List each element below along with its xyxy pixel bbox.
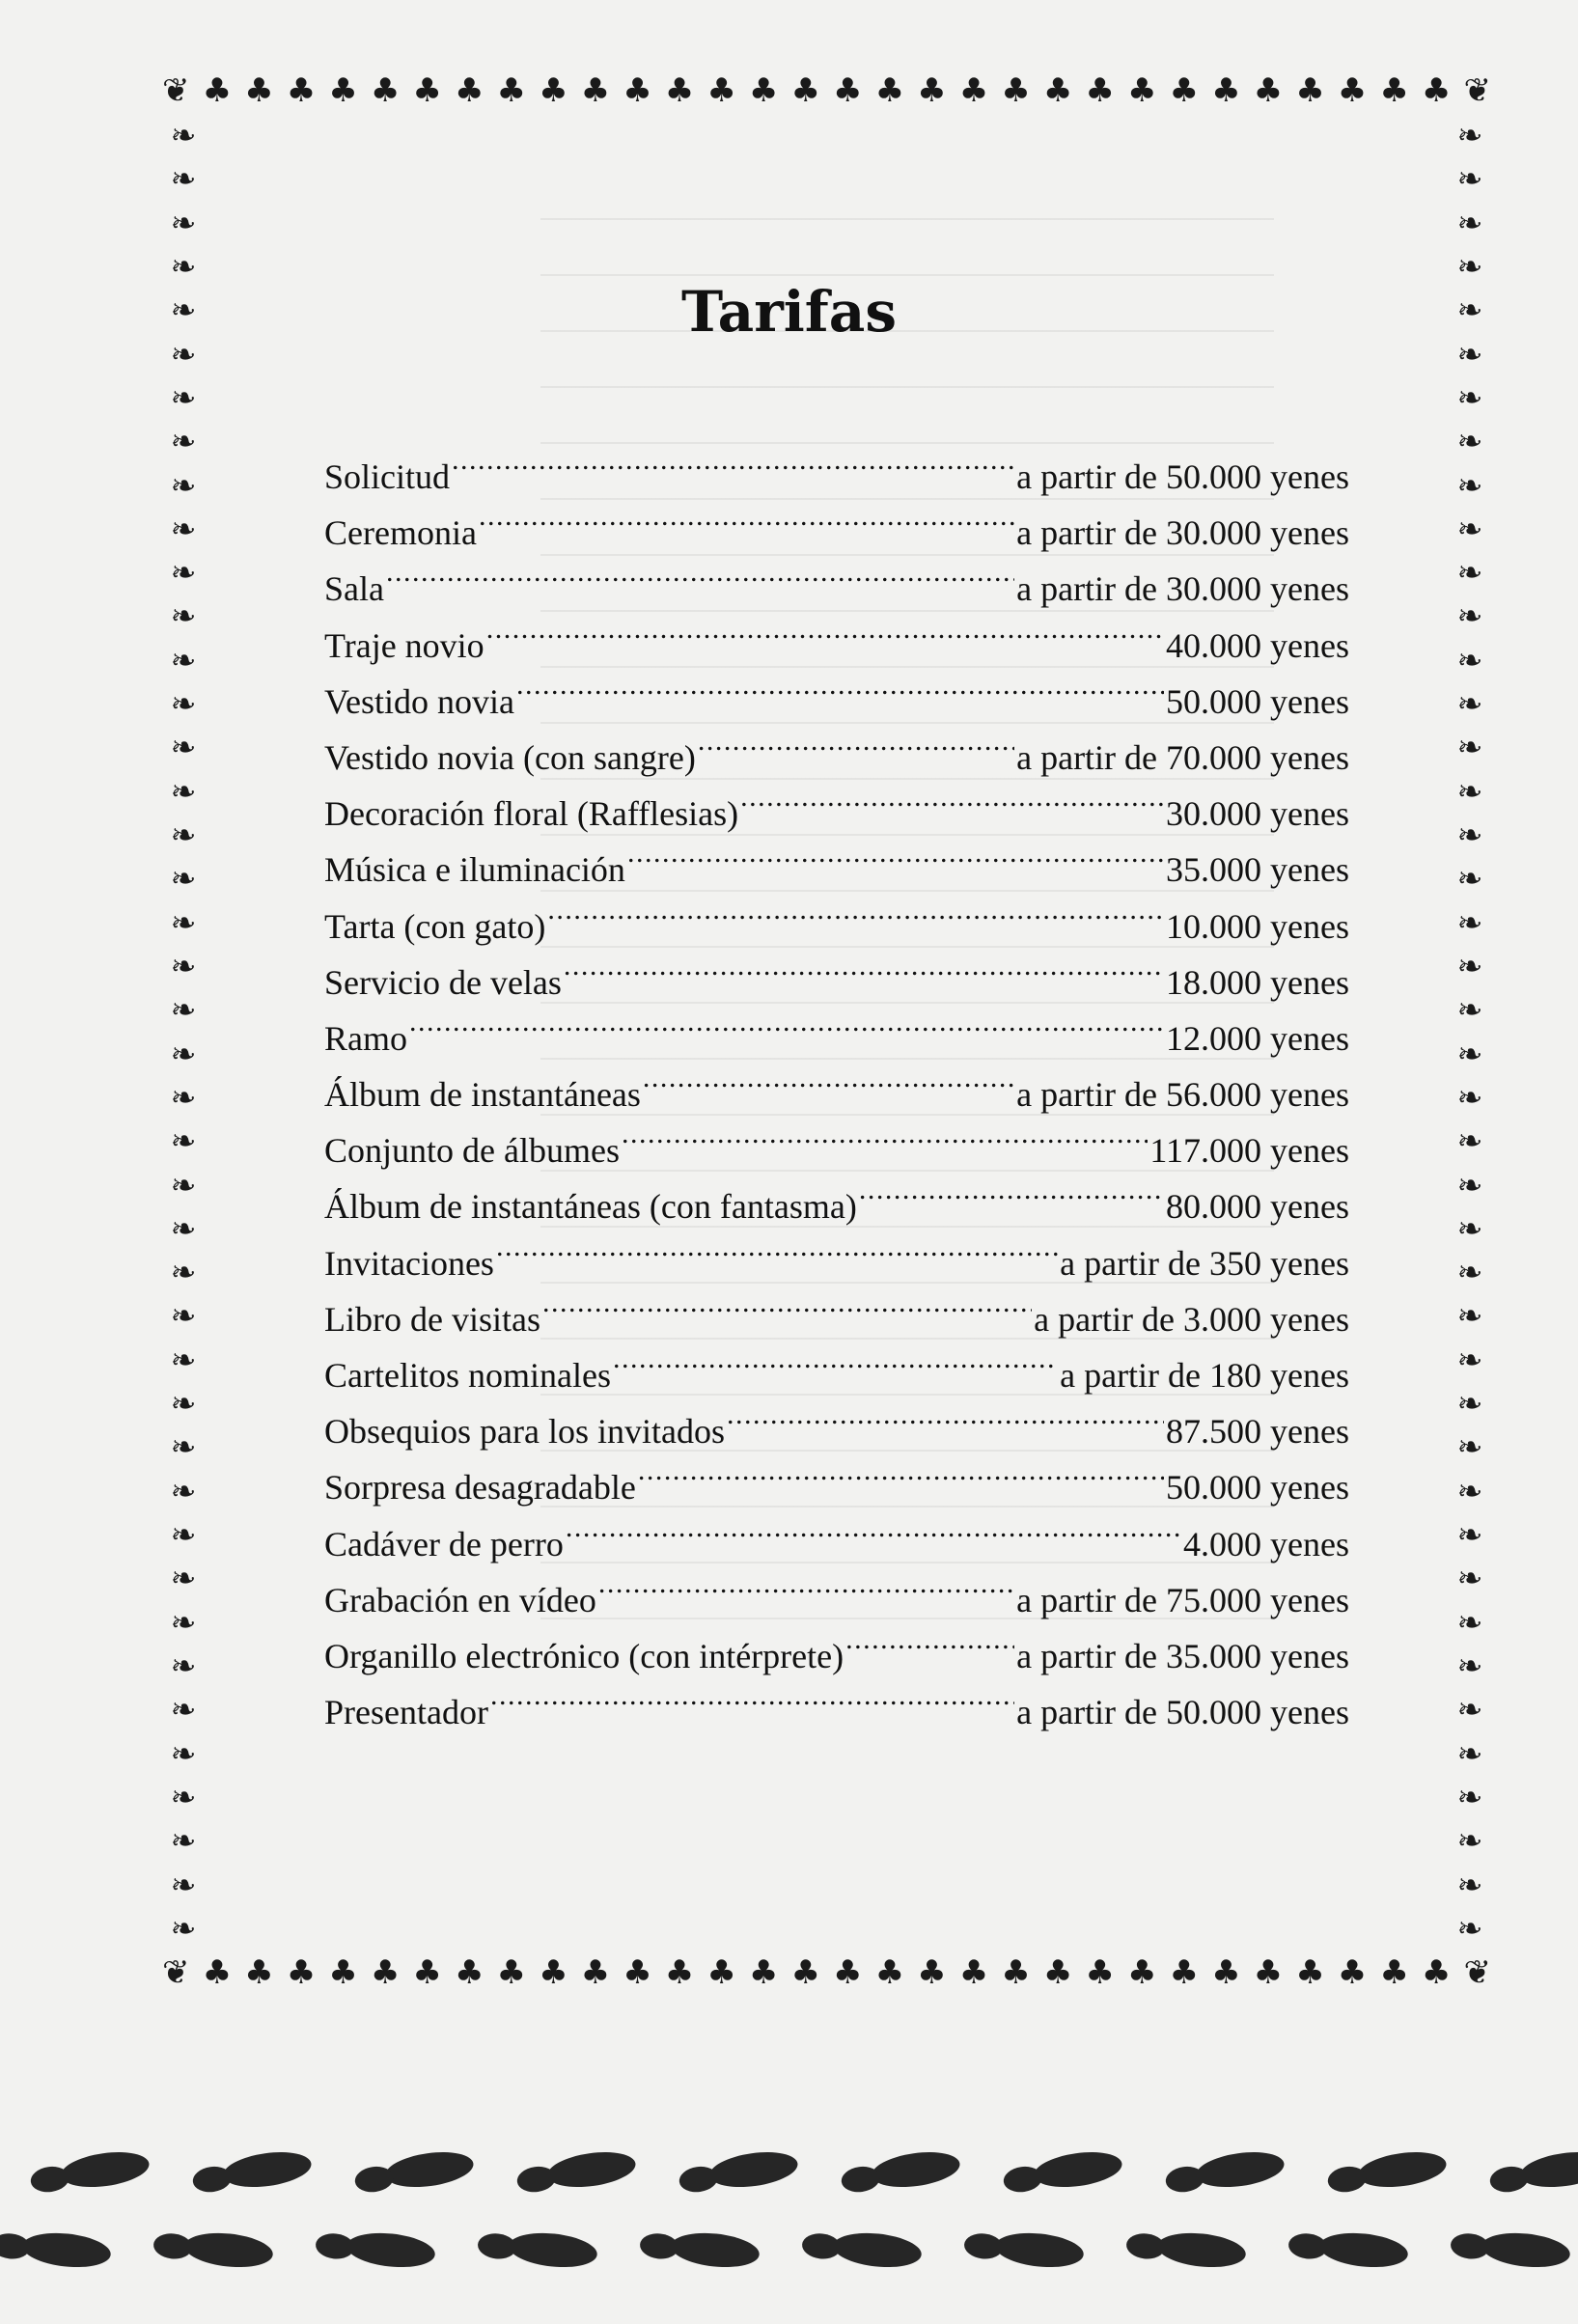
fleuron-ornament-icon: ♣ bbox=[958, 71, 989, 110]
fleuron-ornament-icon: ❧ bbox=[1456, 1909, 1483, 1947]
footprint-icon bbox=[839, 2147, 962, 2197]
fleuron-ornament-icon: ♣ bbox=[1126, 71, 1157, 110]
fleuron-ornament-icon: ❧ bbox=[170, 291, 197, 329]
fleuron-ornament-icon: ♣ bbox=[370, 1953, 401, 1992]
footprint-icon bbox=[1487, 2147, 1578, 2197]
fleuron-ornament-icon: ♣ bbox=[833, 71, 863, 110]
fleuron-ornament-icon: ❧ bbox=[170, 903, 197, 941]
rate-item: Organillo electrónico (con intérprete) bbox=[324, 1636, 844, 1675]
corner-ornament-icon: ❦ bbox=[1463, 1953, 1491, 1992]
footprint-icon bbox=[190, 2147, 314, 2197]
fleuron-ornament-icon: ❧ bbox=[170, 335, 197, 373]
fleuron-ornament-icon: ❧ bbox=[170, 510, 197, 547]
footprint-icon bbox=[0, 2226, 112, 2271]
footprint-icon bbox=[1325, 2147, 1449, 2197]
frame-left-border bbox=[162, 114, 205, 1950]
fleuron-ornament-icon: ♣ bbox=[833, 1953, 863, 1992]
rate-price: a partir de 350 yenes bbox=[1060, 1243, 1349, 1283]
dot-leader bbox=[452, 432, 1014, 488]
dot-leader bbox=[490, 1668, 1014, 1724]
dot-leader bbox=[613, 1331, 1058, 1387]
fleuron-ornament-icon: ♣ bbox=[370, 71, 401, 110]
fleuron-ornament-icon: ❧ bbox=[170, 554, 197, 592]
fleuron-ornament-icon: ❧ bbox=[1456, 1646, 1483, 1684]
footprint-icon bbox=[1163, 2147, 1287, 2197]
rate-item: Servicio de velas bbox=[324, 962, 562, 1002]
fleuron-ornament-icon: ❧ bbox=[170, 1516, 197, 1553]
fleuron-ornament-icon: ❧ bbox=[1456, 1254, 1483, 1291]
fleuron-ornament-icon: ❧ bbox=[1456, 117, 1483, 153]
rate-item: Álbum de instantáneas (con fantasma) bbox=[324, 1187, 857, 1227]
rate-item: Vestido novia (con sangre) bbox=[324, 737, 696, 777]
dot-leader bbox=[566, 1500, 1181, 1556]
rate-item: Libro de visitas bbox=[324, 1299, 540, 1339]
fleuron-ornament-icon: ♣ bbox=[580, 1953, 611, 1992]
rate-price: 4.000 yenes bbox=[1183, 1524, 1349, 1563]
fleuron-ornament-icon: ♣ bbox=[1085, 71, 1115, 110]
footprint-icon bbox=[152, 2226, 275, 2271]
fleuron-ornament-icon: ❧ bbox=[170, 466, 197, 504]
rate-price: a partir de 50.000 yenes bbox=[1016, 457, 1349, 496]
fleuron-ornament-icon: ♣ bbox=[664, 71, 695, 110]
fleuron-ornament-icon: ❧ bbox=[1456, 991, 1483, 1029]
fleuron-ornament-icon: ❧ bbox=[170, 204, 197, 241]
rate-item: Cadáver de perro bbox=[324, 1524, 564, 1563]
dot-leader bbox=[516, 657, 1164, 713]
rate-row bbox=[324, 432, 1349, 496]
footprint-icon bbox=[1125, 2226, 1248, 2271]
rate-item: Grabación en vídeo bbox=[324, 1580, 596, 1619]
fleuron-ornament-icon: ❧ bbox=[170, 1560, 197, 1597]
fleuron-ornament-icon: ❧ bbox=[170, 1646, 197, 1684]
fleuron-ornament-icon: ❧ bbox=[170, 1472, 197, 1509]
dot-leader bbox=[727, 1387, 1164, 1443]
rate-item: Cartelitos nominales bbox=[324, 1356, 611, 1395]
fleuron-ornament-icon: ❧ bbox=[170, 1734, 197, 1772]
fleuron-ornament-icon: ♣ bbox=[1085, 1953, 1115, 1992]
dot-leader bbox=[542, 1275, 1032, 1331]
fleuron-ornament-icon: ❧ bbox=[1456, 1209, 1483, 1247]
fleuron-ornament-icon: ❧ bbox=[1456, 378, 1483, 416]
rate-price: a partir de 70.000 yenes bbox=[1016, 737, 1349, 777]
fleuron-ornament-icon: ❧ bbox=[1456, 641, 1483, 678]
rate-price: a partir de 50.000 yenes bbox=[1016, 1693, 1349, 1732]
fleuron-ornament-icon: ♣ bbox=[539, 1953, 568, 1992]
fleuron-ornament-icon: ❧ bbox=[170, 1166, 197, 1204]
fleuron-ornament-icon: ❧ bbox=[1456, 1603, 1483, 1641]
fleuron-ornament-icon: ❧ bbox=[1456, 1428, 1483, 1466]
rate-item: Tarta (con gato) bbox=[324, 906, 546, 946]
fleuron-ornament-icon: ❧ bbox=[1456, 1560, 1483, 1597]
fleuron-ornament-icon: ❧ bbox=[170, 1603, 197, 1641]
frame-top-border bbox=[162, 69, 1491, 112]
rate-item: Obsequios para los invitados bbox=[324, 1412, 725, 1452]
fleuron-ornament-icon: ❧ bbox=[1456, 247, 1483, 285]
fleuron-ornament-icon: ❧ bbox=[170, 1691, 197, 1729]
fleuron-ornament-icon: ♣ bbox=[1379, 71, 1409, 110]
rate-item: Álbum de instantáneas bbox=[324, 1075, 641, 1115]
fleuron-ornament-icon: ❧ bbox=[1456, 1035, 1483, 1072]
fleuron-ornament-icon: ♣ bbox=[1001, 71, 1031, 110]
rate-price: 10.000 yenes bbox=[1166, 906, 1349, 946]
rate-price: a partir de 30.000 yenes bbox=[1016, 569, 1349, 609]
fleuron-ornament-icon: ❧ bbox=[170, 729, 197, 766]
fleuron-ornament-icon: ♣ bbox=[748, 1953, 779, 1992]
fleuron-ornament-icon: ♣ bbox=[328, 71, 358, 110]
rate-price: 30.000 yenes bbox=[1166, 794, 1349, 834]
fleuron-ornament-icon: ♣ bbox=[748, 71, 779, 110]
fleuron-ornament-icon: ♣ bbox=[454, 71, 484, 110]
fleuron-ornament-icon: ♣ bbox=[623, 1953, 652, 1992]
fleuron-ornament-icon: ♣ bbox=[1295, 1953, 1325, 1992]
dot-leader bbox=[859, 1162, 1164, 1218]
fleuron-ornament-icon: ❧ bbox=[1456, 1297, 1483, 1335]
fleuron-ornament-icon: ❧ bbox=[1456, 554, 1483, 592]
frame-bottom-border bbox=[162, 1951, 1491, 1994]
rate-price: a partir de 35.000 yenes bbox=[1016, 1636, 1349, 1675]
fleuron-ornament-icon: ♣ bbox=[664, 1953, 695, 1992]
fleuron-ornament-icon: ❧ bbox=[1456, 1341, 1483, 1378]
fleuron-ornament-icon: ❧ bbox=[1456, 597, 1483, 635]
footprint-icon bbox=[801, 2226, 924, 2271]
rate-price: a partir de 30.000 yenes bbox=[1016, 513, 1349, 553]
fleuron-ornament-icon: ❧ bbox=[170, 860, 197, 898]
fleuron-ornament-icon: ❧ bbox=[1456, 947, 1483, 984]
fleuron-ornament-icon: ❧ bbox=[170, 1822, 197, 1860]
rate-item: Invitaciones bbox=[324, 1243, 494, 1283]
fleuron-ornament-icon: ❧ bbox=[170, 1297, 197, 1335]
footprint-icon bbox=[352, 2147, 476, 2197]
fleuron-ornament-icon: ❧ bbox=[1456, 1122, 1483, 1160]
frame-right-border bbox=[1449, 114, 1491, 1950]
rate-item: Presentador bbox=[324, 1693, 488, 1732]
fleuron-ornament-icon: ♣ bbox=[202, 1953, 233, 1992]
dot-leader bbox=[638, 1443, 1164, 1499]
fleuron-ornament-icon: ♣ bbox=[539, 71, 568, 110]
dot-leader bbox=[496, 1219, 1058, 1275]
rate-item: Decoración floral (Rafflesias) bbox=[324, 794, 739, 834]
fleuron-ornament-icon: ♣ bbox=[1337, 71, 1368, 110]
fleuron-ornament-icon: ♣ bbox=[286, 1953, 317, 1992]
fleuron-ornament-icon: ♣ bbox=[1337, 1953, 1368, 1992]
fleuron-ornament-icon: ❧ bbox=[170, 1341, 197, 1378]
fleuron-ornament-icon: ♣ bbox=[412, 71, 442, 110]
rate-price: 12.000 yenes bbox=[1166, 1018, 1349, 1058]
rate-item: Ramo bbox=[324, 1018, 407, 1058]
rate-price: 35.000 yenes bbox=[1166, 850, 1349, 890]
fleuron-ornament-icon: ❧ bbox=[1456, 510, 1483, 547]
fleuron-ornament-icon: ♣ bbox=[1211, 71, 1241, 110]
rate-price: 87.500 yenes bbox=[1166, 1412, 1349, 1452]
rate-item: Solicitud bbox=[324, 457, 451, 496]
fleuron-ornament-icon: ♣ bbox=[202, 71, 233, 110]
footprint-icon bbox=[1450, 2226, 1572, 2271]
fleuron-ornament-icon: ❧ bbox=[170, 423, 197, 460]
fleuron-ornament-icon: ♣ bbox=[790, 1953, 820, 1992]
fleuron-ornament-icon: ♣ bbox=[1001, 1953, 1031, 1992]
fleuron-ornament-icon: ♣ bbox=[1421, 71, 1452, 110]
fleuron-ornament-icon: ❧ bbox=[170, 947, 197, 984]
fleuron-ornament-icon: ♣ bbox=[1042, 71, 1073, 110]
rate-price: a partir de 3.000 yenes bbox=[1034, 1299, 1349, 1339]
rate-item: Sorpresa desagradable bbox=[324, 1468, 636, 1508]
fleuron-ornament-icon: ❧ bbox=[1456, 903, 1483, 941]
footprint-icon bbox=[28, 2147, 152, 2197]
fleuron-ornament-icon: ❧ bbox=[170, 772, 197, 810]
fleuron-ornament-icon: ♣ bbox=[1042, 1953, 1073, 1992]
rate-price: 80.000 yenes bbox=[1166, 1187, 1349, 1227]
fleuron-ornament-icon: ♣ bbox=[496, 71, 526, 110]
fleuron-ornament-icon: ❧ bbox=[1456, 160, 1483, 198]
fleuron-ornament-icon: ❧ bbox=[170, 991, 197, 1029]
fleuron-ornament-icon: ❧ bbox=[170, 117, 197, 153]
dot-leader bbox=[547, 882, 1164, 938]
corner-ornament-icon: ❦ bbox=[162, 71, 190, 110]
rate-price: a partir de 180 yenes bbox=[1060, 1356, 1349, 1395]
fleuron-ornament-icon: ♣ bbox=[1126, 1953, 1157, 1992]
fleuron-ornament-icon: ♣ bbox=[412, 1953, 442, 1992]
dot-leader bbox=[598, 1556, 1014, 1612]
rate-item: Música e iluminación bbox=[324, 850, 625, 890]
fleuron-ornament-icon: ❧ bbox=[1456, 816, 1483, 853]
fleuron-ornament-icon: ♣ bbox=[496, 1953, 526, 1992]
fleuron-ornament-icon: ❧ bbox=[170, 1035, 197, 1072]
fleuron-ornament-icon: ❧ bbox=[1456, 1734, 1483, 1772]
fleuron-ornament-icon: ♣ bbox=[706, 71, 736, 110]
fleuron-ornament-icon: ♣ bbox=[874, 1953, 905, 1992]
footprint-icon bbox=[677, 2147, 800, 2197]
dot-leader bbox=[386, 544, 1014, 600]
fleuron-ornament-icon: ❧ bbox=[170, 1909, 197, 1947]
dot-leader bbox=[698, 713, 1014, 769]
dot-leader bbox=[486, 601, 1164, 657]
fleuron-ornament-icon: ❧ bbox=[1456, 1472, 1483, 1509]
fleuron-ornament-icon: ♣ bbox=[958, 1953, 989, 1992]
rate-price: 40.000 yenes bbox=[1166, 625, 1349, 665]
dot-leader bbox=[740, 769, 1164, 825]
fleuron-ornament-icon: ♣ bbox=[1421, 1953, 1452, 1992]
rate-item: Traje novio bbox=[324, 625, 484, 665]
fleuron-ornament-icon: ♣ bbox=[286, 71, 317, 110]
dot-leader bbox=[845, 1612, 1014, 1668]
footprint-icon bbox=[477, 2226, 599, 2271]
fleuron-ornament-icon: ♣ bbox=[244, 71, 274, 110]
fleuron-ornament-icon: ♣ bbox=[623, 71, 652, 110]
fleuron-ornament-icon: ❧ bbox=[1456, 685, 1483, 723]
dot-leader bbox=[622, 1106, 1148, 1162]
fleuron-ornament-icon: ❧ bbox=[170, 1209, 197, 1247]
fleuron-ornament-icon: ❧ bbox=[170, 685, 197, 723]
fleuron-ornament-icon: ❧ bbox=[1456, 1822, 1483, 1860]
fleuron-ornament-icon: ♣ bbox=[874, 71, 905, 110]
fleuron-ornament-icon: ❧ bbox=[1456, 729, 1483, 766]
fleuron-ornament-icon: ❧ bbox=[170, 1866, 197, 1903]
fleuron-ornament-icon: ♣ bbox=[1169, 1953, 1199, 1992]
rate-price: a partir de 75.000 yenes bbox=[1016, 1580, 1349, 1619]
fleuron-ornament-icon: ❧ bbox=[170, 1078, 197, 1116]
fleuron-ornament-icon: ❧ bbox=[170, 1254, 197, 1291]
rates-list bbox=[324, 432, 1349, 1732]
fleuron-ornament-icon: ❧ bbox=[1456, 1078, 1483, 1116]
footprint-icon bbox=[1001, 2147, 1124, 2197]
fleuron-ornament-icon: ♣ bbox=[1253, 71, 1284, 110]
fleuron-ornament-icon: ♣ bbox=[1253, 1953, 1284, 1992]
rate-price: 50.000 yenes bbox=[1166, 681, 1349, 721]
footprint-icon bbox=[639, 2226, 761, 2271]
fleuron-ornament-icon: ❧ bbox=[170, 1778, 197, 1815]
rate-price: 117.000 yenes bbox=[1149, 1131, 1349, 1171]
dot-leader bbox=[409, 994, 1164, 1050]
fleuron-ornament-icon: ❧ bbox=[170, 641, 197, 678]
fleuron-ornament-icon: ❧ bbox=[1456, 423, 1483, 460]
footprint-icon bbox=[1287, 2226, 1410, 2271]
fleuron-ornament-icon: ♣ bbox=[917, 71, 947, 110]
fleuron-ornament-icon: ❧ bbox=[170, 597, 197, 635]
footprint-icon bbox=[315, 2226, 437, 2271]
fleuron-ornament-icon: ❧ bbox=[170, 378, 197, 416]
fleuron-ornament-icon: ❧ bbox=[1456, 1691, 1483, 1729]
rate-item: Vestido novia bbox=[324, 681, 514, 721]
fleuron-ornament-icon: ❧ bbox=[1456, 204, 1483, 241]
fleuron-ornament-icon: ❧ bbox=[1456, 772, 1483, 810]
fleuron-ornament-icon: ❧ bbox=[170, 1122, 197, 1160]
fleuron-ornament-icon: ❧ bbox=[1456, 335, 1483, 373]
rate-item: Sala bbox=[324, 569, 384, 609]
fleuron-ornament-icon: ♣ bbox=[917, 1953, 947, 1992]
rate-price: 50.000 yenes bbox=[1166, 1468, 1349, 1508]
page-title: Tarifas bbox=[681, 279, 897, 345]
fleuron-ornament-icon: ♣ bbox=[706, 1953, 736, 1992]
fleuron-ornament-icon: ❧ bbox=[1456, 1385, 1483, 1423]
fleuron-ornament-icon: ❧ bbox=[170, 1428, 197, 1466]
fleuron-ornament-icon: ❧ bbox=[170, 816, 197, 853]
rate-item: Ceremonia bbox=[324, 513, 477, 553]
fleuron-ornament-icon: ♣ bbox=[580, 71, 611, 110]
dot-leader bbox=[627, 825, 1164, 881]
fleuron-ornament-icon: ♣ bbox=[1211, 1953, 1241, 1992]
footprints-decoration bbox=[0, 2133, 1578, 2316]
footprint-icon bbox=[963, 2226, 1086, 2271]
fleuron-ornament-icon: ♣ bbox=[1379, 1953, 1409, 1992]
fleuron-ornament-icon: ♣ bbox=[454, 1953, 484, 1992]
fleuron-ornament-icon: ♣ bbox=[328, 1953, 358, 1992]
fleuron-ornament-icon: ❧ bbox=[1456, 1866, 1483, 1903]
dot-leader bbox=[479, 488, 1014, 544]
fleuron-ornament-icon: ❧ bbox=[170, 1385, 197, 1423]
dot-leader bbox=[564, 938, 1164, 994]
rate-price: a partir de 56.000 yenes bbox=[1016, 1075, 1349, 1115]
fleuron-ornament-icon: ❧ bbox=[170, 247, 197, 285]
fleuron-ornament-icon: ❧ bbox=[1456, 1778, 1483, 1815]
fleuron-ornament-icon: ♣ bbox=[1169, 71, 1199, 110]
rate-item: Conjunto de álbumes bbox=[324, 1131, 620, 1171]
fleuron-ornament-icon: ❧ bbox=[1456, 291, 1483, 329]
fleuron-ornament-icon: ♣ bbox=[1295, 71, 1325, 110]
fleuron-ornament-icon: ❧ bbox=[170, 160, 197, 198]
fleuron-ornament-icon: ❧ bbox=[1456, 1166, 1483, 1204]
footprint-icon bbox=[514, 2147, 638, 2197]
rate-price: 18.000 yenes bbox=[1166, 962, 1349, 1002]
fleuron-ornament-icon: ❧ bbox=[1456, 860, 1483, 898]
fleuron-ornament-icon: ♣ bbox=[790, 71, 820, 110]
fleuron-ornament-icon: ❧ bbox=[1456, 1516, 1483, 1553]
corner-ornament-icon: ❦ bbox=[162, 1953, 190, 1992]
dot-leader bbox=[643, 1050, 1014, 1106]
fleuron-ornament-icon: ❧ bbox=[1456, 466, 1483, 504]
fleuron-ornament-icon: ♣ bbox=[244, 1953, 274, 1992]
corner-ornament-icon: ❦ bbox=[1463, 71, 1491, 110]
